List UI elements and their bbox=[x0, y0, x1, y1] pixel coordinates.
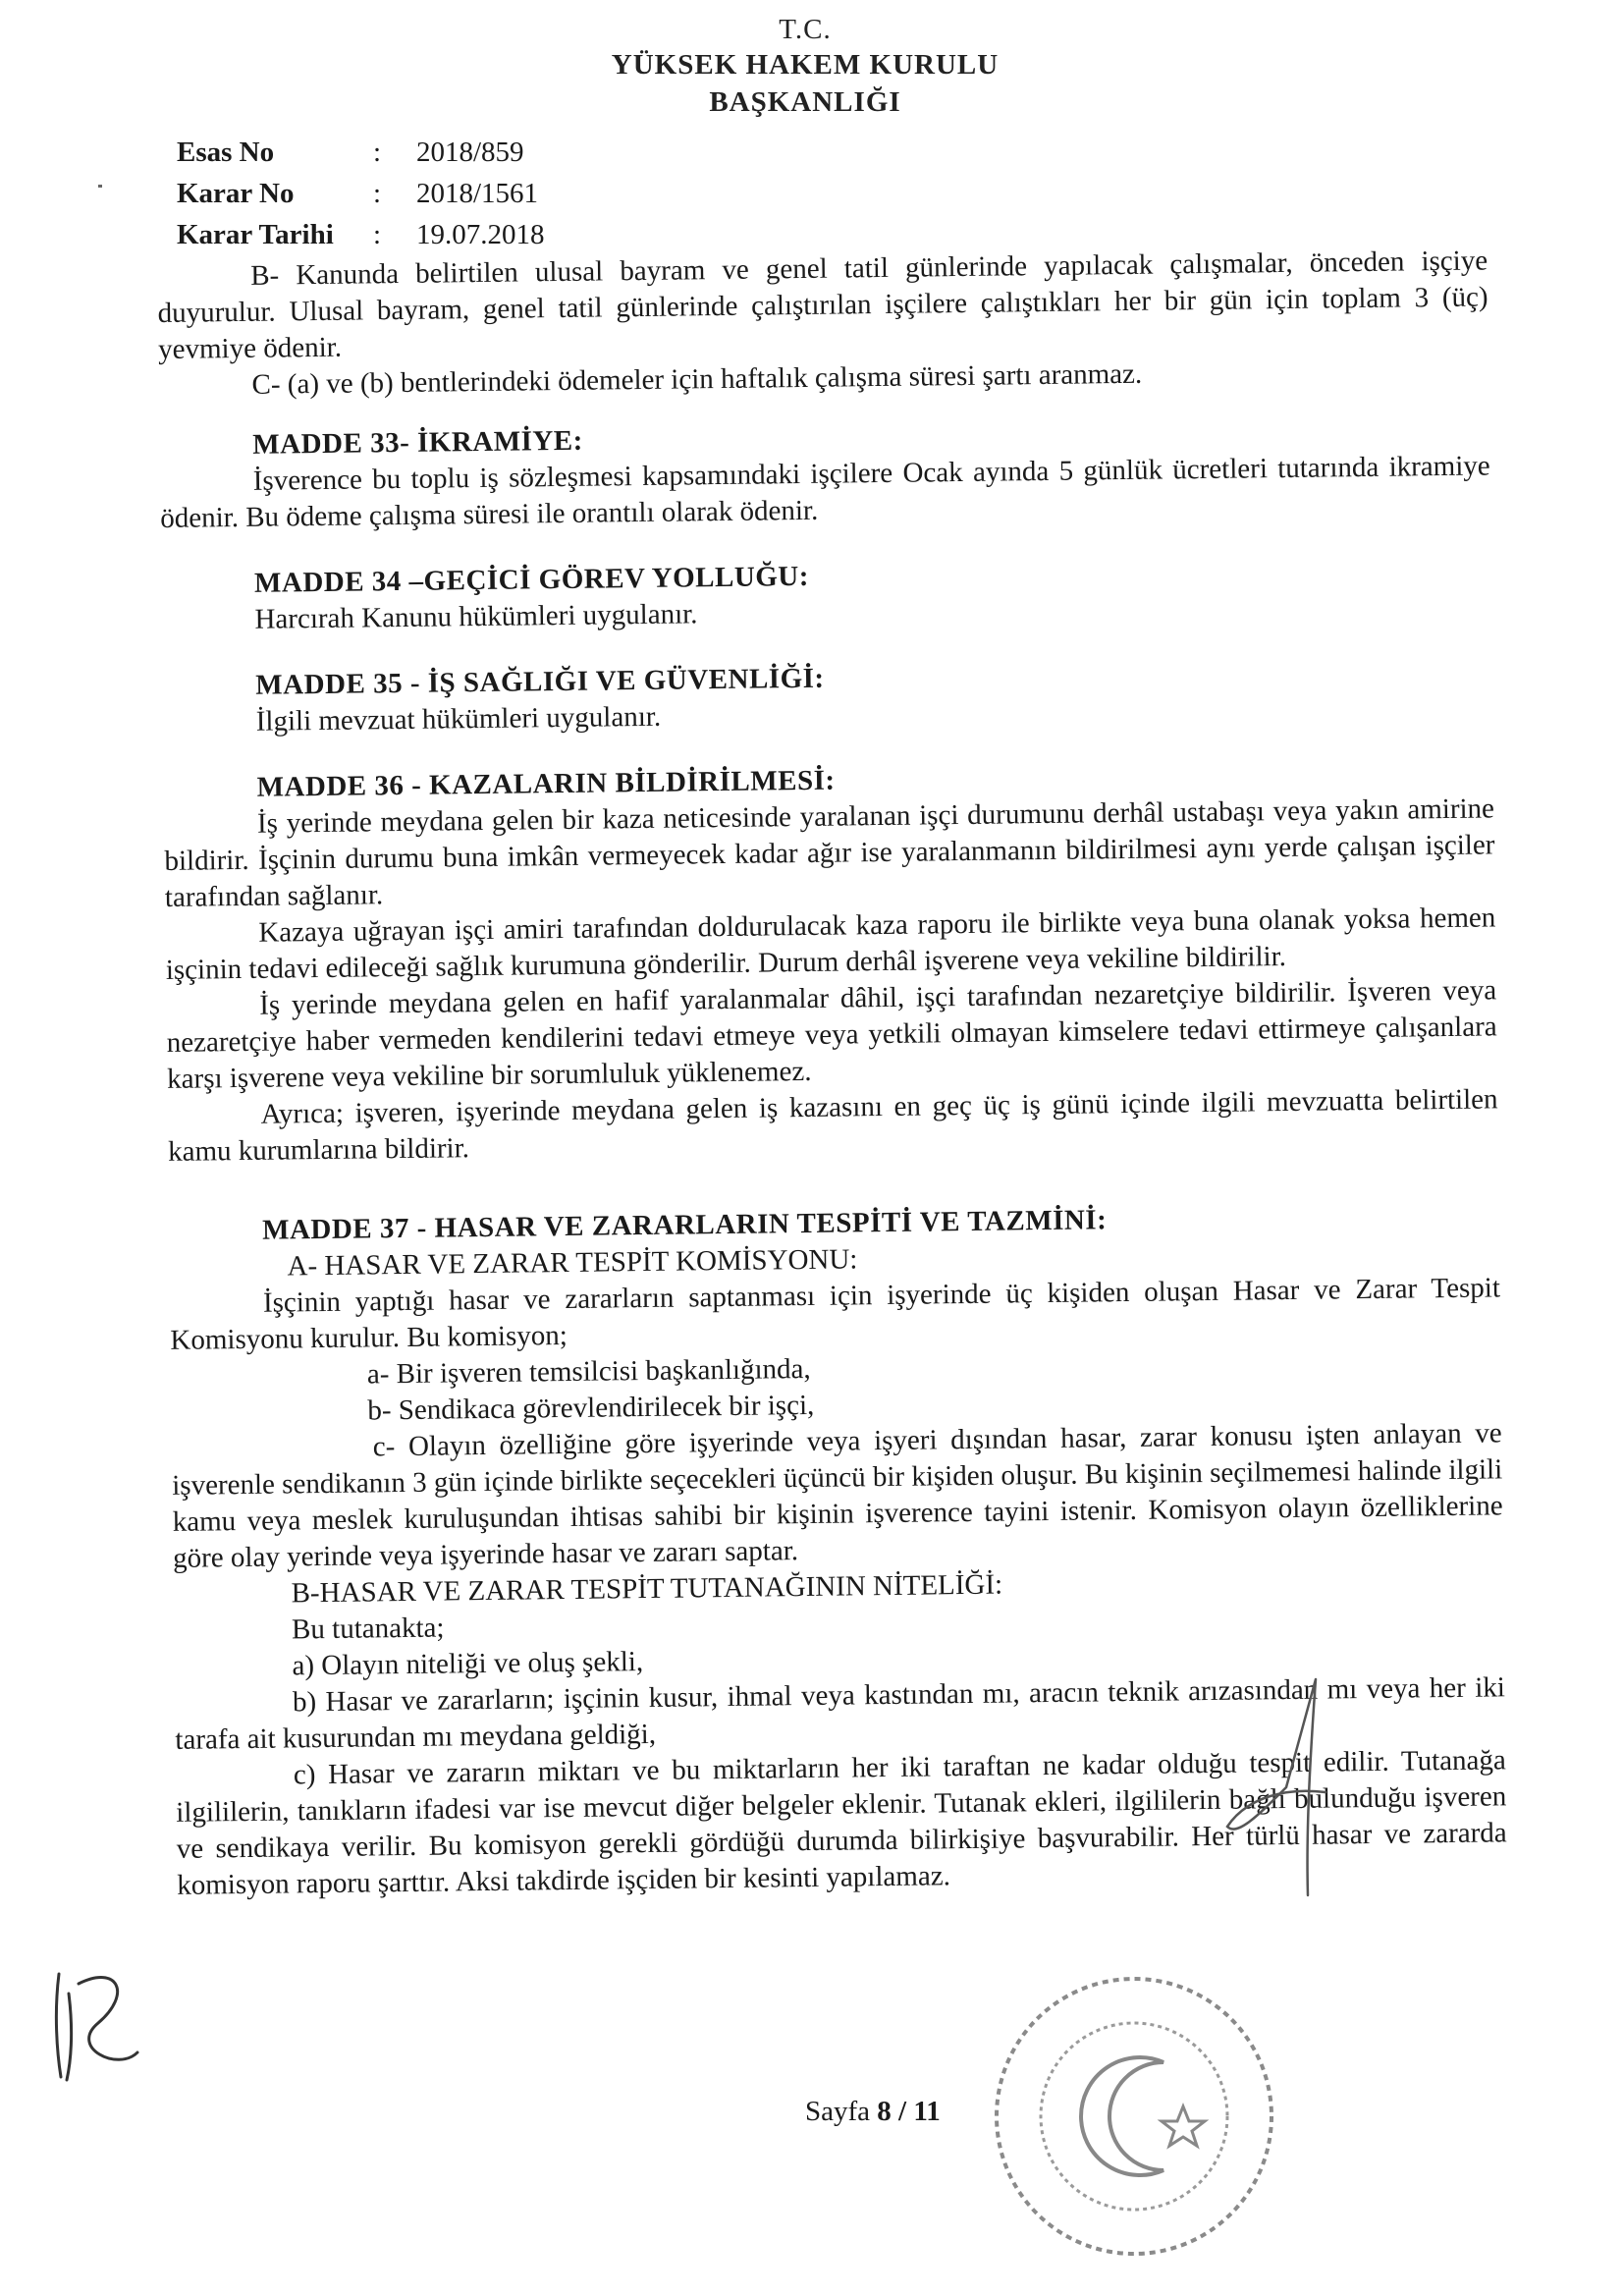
paragraph-c: C- (a) ve (b) bentlerindeki ödemeler için haftalık çalışma süresi şartı aranmaz. bbox=[251, 357, 1143, 401]
heading-madde-34: MADDE 34 –GEÇİCİ GÖREV YOLLUĞU: bbox=[253, 560, 810, 599]
paragraph-madde-36-c: İş yerinde meydana gelen en hafif yaralanmalar dâhil, işçi tarafından nezaretçiye bildirilir. İşveren veya nezaretçiye haber vermeden kendilerini tedavi etmeye veya yetkili olmayan kimselere tedavi ettirmeye çalışanlara karşı işverene veya vekiline bir sorumluluk yüklenemez. bbox=[166, 974, 1497, 1095]
header-institution: YÜKSEK HAKEM KURULU bbox=[611, 49, 1000, 81]
paragraph-madde-36-b: Kazaya uğrayan işçi amiri tarafından doldurulacak kaza raporu ile birlikte veya buna olanak yoksa hemen işçinin tedavi edileceği sağlık kurumuna gönderilir. Durum derhâl işverene veya vekiline bildirilir. bbox=[165, 902, 1496, 986]
list-item-37-b: b- Sendikaca görevlendirilecek bir işçi, bbox=[367, 1389, 815, 1427]
paragraph-37-b-intro: Bu tutanakta; bbox=[291, 1612, 445, 1646]
list-item-37-c: c- Olayın özelliğine göre işyerinde veya işyeri dışından hasar, zarar konusu işten anlayan ve işverenle sendikanın 3 gün içinde birlikte seçecekleri üçüncü bir kişiden oluşur. Bu kişinin seçilmemesi halinde ilgili kamu veya meslek kuruluşundan ihtisas sahibi bir kişinin işverence tayini istenir. Komisyon olayın özelliklerine göre olay yerinde veya işyerinde hasar ve zararı saptar. bbox=[172, 1417, 1503, 1574]
page-number: 8 / 11 bbox=[877, 2096, 941, 2127]
paragraph-b: B- Kanunda belirtilen ulusal bayram ve genel tatil günlerinde yapılacak çalışmalar, önceden işçiye duyurulur. Ulusal bayram, genel tatil günlerinde çalıştırılan işçilere çalıştıkları her bir gün için toplam 3 (üç) yevmiye ödenir. bbox=[157, 245, 1488, 365]
seal-icon bbox=[982, 1964, 1286, 2269]
paragraph-37-b-3: c) Hasar ve zararın miktarı ve bu miktarların her iki taraftan ne kadar olduğu tespit edilir. Tutanağa ilgililerin, tanıkların ifadesi var ise mevcut diğer belgeler eklenir. Tutanak ekleri, ilgililerin bağlı bulunduğu işveren ve sendikaya verilir. Bu komisyon gerekli gördüğü durumda bilirkişiye başvurabilir. Her türlü hasar ve zararda komisyon raporu şarttır. Aksi takdirde işçiden bir kesinti yapılamaz. bbox=[176, 1744, 1507, 1901]
paragraph-madde-33: İşverence bu toplu iş sözleşmesi kapsamındaki işçilere Ocak ayında 5 günlük ücretleri tutarında ikramiye ödenir. Bu ödeme çalışma süresi ile orantılı olarak ödenir. bbox=[160, 450, 1490, 534]
list-item-37-a: a- Bir işveren temsilcisi başkanlığında, bbox=[366, 1352, 811, 1391]
meta-row-karar bbox=[177, 173, 545, 214]
header-department: BAŞKANLIĞI bbox=[709, 86, 901, 118]
meta-value: 2018/1561 bbox=[416, 177, 539, 209]
case-meta bbox=[177, 132, 545, 255]
heading-madde-37: MADDE 37 - HASAR VE ZARARLARIN TESPİTİ VE TAZMİNİ: bbox=[261, 1204, 1108, 1246]
paragraph-madde-34: Harcırah Kanunu hükümleri uygulanır. bbox=[254, 598, 698, 635]
meta-value: 19.07.2018 bbox=[416, 218, 545, 250]
meta-row-esas bbox=[177, 132, 545, 173]
paragraph-37-b-1: a) Olayın niteliği ve oluş şekli, bbox=[292, 1646, 644, 1682]
signature-icon bbox=[39, 1954, 147, 2082]
header-tc: T.C. bbox=[779, 14, 832, 45]
meta-colon: : bbox=[373, 218, 382, 250]
signature-icon bbox=[1217, 1669, 1345, 2003]
scan-speck bbox=[98, 185, 102, 188]
subheading-37-b: B-HASAR VE ZARAR TESPİT TUTANAĞININ NİTELİĞİ: bbox=[291, 1568, 1003, 1610]
meta-label: Karar No bbox=[177, 177, 295, 209]
heading-madde-36: MADDE 36 - KAZALARIN BİLDİRİLMESİ: bbox=[256, 764, 836, 803]
page-footer bbox=[805, 2096, 941, 2128]
page-label: Sayfa bbox=[805, 2096, 871, 2127]
paragraph-37-b-2: b) Hasar ve zararların; işçinin kusur, ihmal veya kastından mı, aracın teknik arızasından mı veya her iki tarafa ait kusurundan mı meydana geldiği, bbox=[175, 1671, 1506, 1756]
document-body bbox=[157, 243, 1507, 1903]
meta-label: Karar Tarihi bbox=[177, 218, 334, 250]
meta-row-tarih bbox=[177, 214, 545, 255]
paragraph-madde-36-d: Ayrıca; işveren, işyerinde meydana gelen iş kazasını en geç üç iş günü içinde ilgili mevzuatta belirtilen kamu kurumlarına bildirir. bbox=[167, 1083, 1498, 1168]
meta-colon: : bbox=[373, 136, 382, 168]
meta-colon: : bbox=[373, 177, 382, 209]
paragraph-37-a: İşçinin yaptığı hasar ve zararların saptanması için işyerinde üç kişiden oluşan Hasar ve Zarar Tespit Komisyonu kurulur. Bu komisyon; bbox=[170, 1272, 1501, 1356]
meta-value: 2018/859 bbox=[416, 136, 524, 168]
meta-label: Esas No bbox=[177, 136, 275, 168]
paragraph-madde-36-a: İş yerinde meydana gelen bir kaza neticesinde yaralanan işçi durumunu derhâl ustabaşı veya yakın amirine bildirir. İşçinin durumu buna imkân vermeyecek kadar ağır ise yaralanmanın bildirilmesi aynı yerde çalışan işçiler tarafından sağlanır. bbox=[164, 793, 1495, 913]
heading-madde-35: MADDE 35 - İŞ SAĞLIĞI VE GÜVENLİĞİ: bbox=[255, 662, 825, 701]
paragraph-madde-35: İlgili mevzuat hükümleri uygulanır. bbox=[255, 700, 662, 738]
heading-madde-33: MADDE 33- İKRAMİYE: bbox=[252, 424, 584, 461]
subheading-37-a: A- HASAR VE ZARAR TESPİT KOMİSYONU: bbox=[287, 1243, 858, 1283]
